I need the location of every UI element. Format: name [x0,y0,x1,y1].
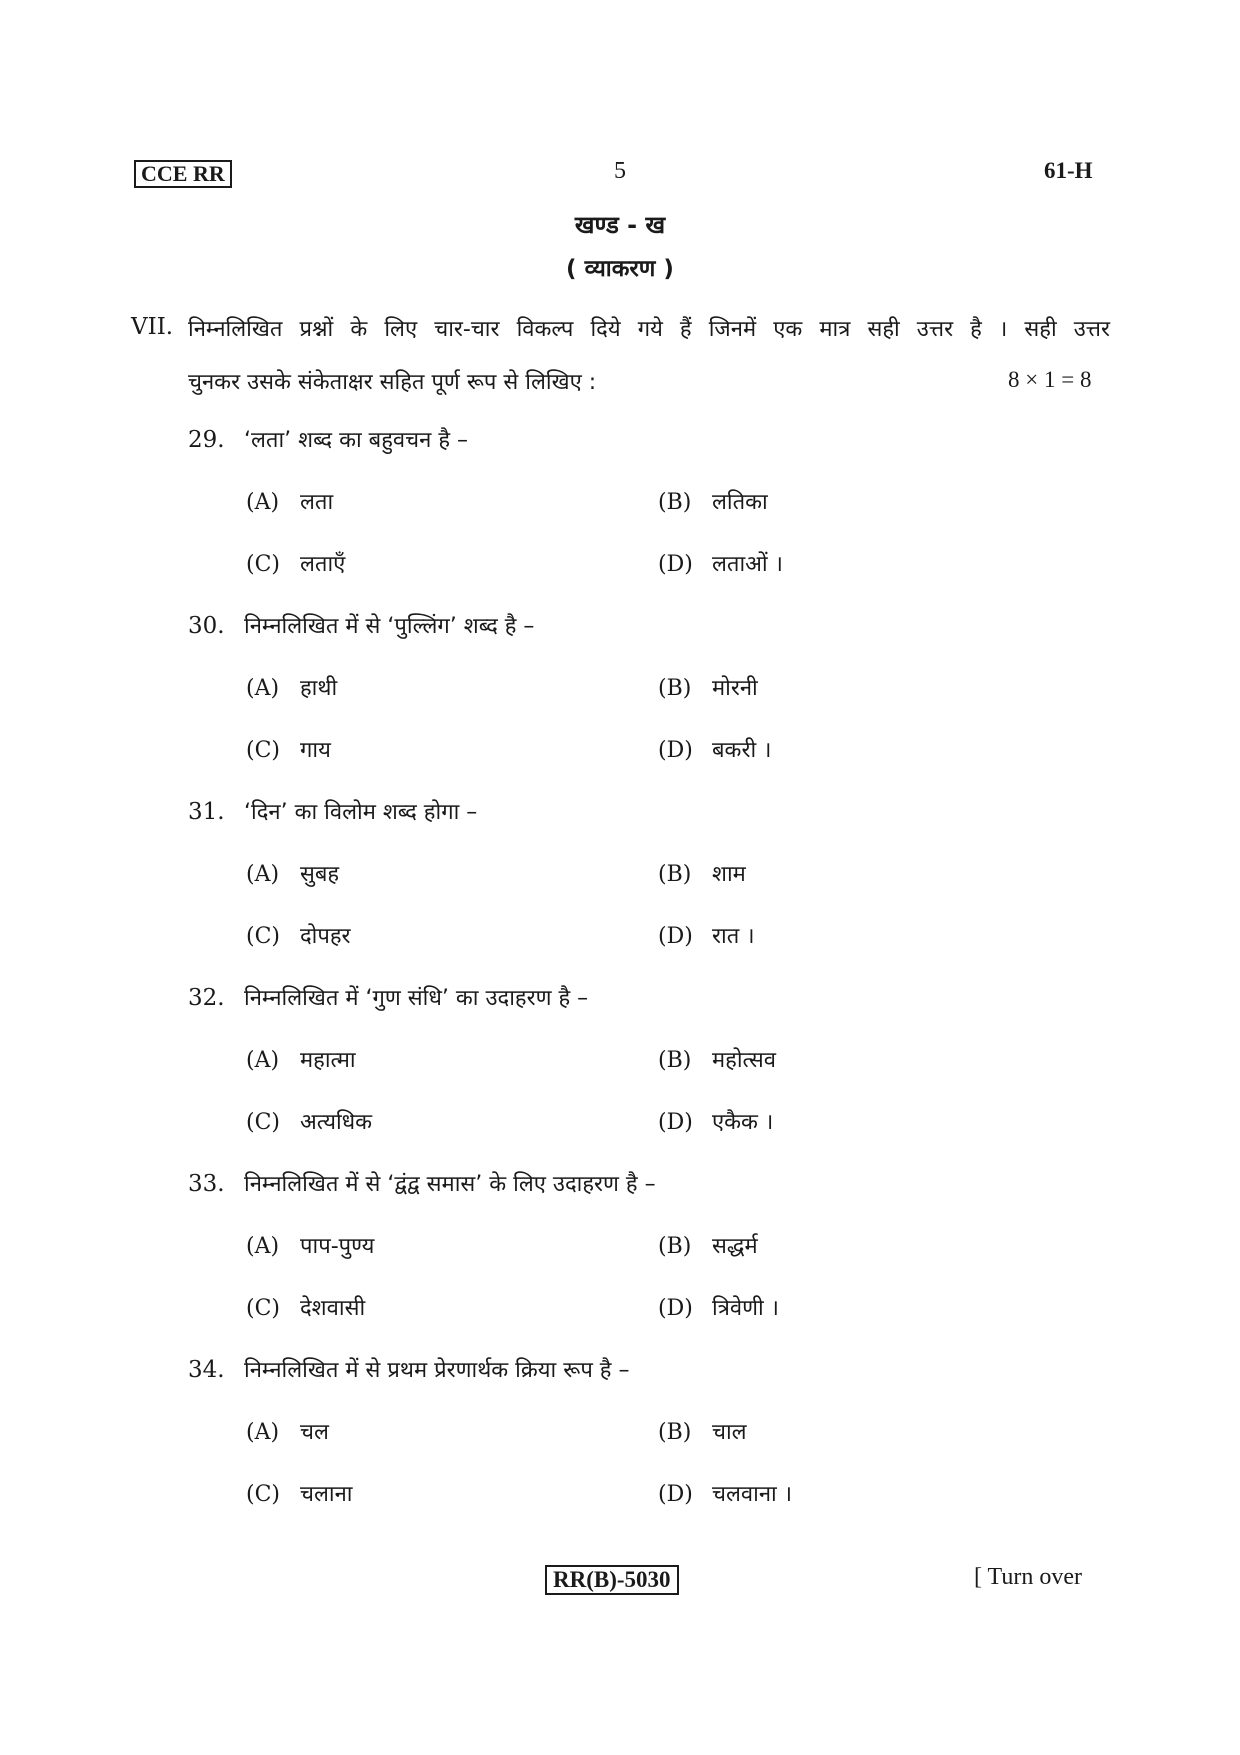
option-letter: (C) [246,738,280,763]
question-text: निम्नलिखित में ‘गुण संधि’ का उदाहरण है – [244,986,589,1011]
option-a [246,486,333,516]
option-text: महात्मा [300,1048,356,1073]
paper-code: 61-H [1044,158,1093,183]
option-text: चलाना [300,1482,353,1507]
option-text: शाम [712,862,746,887]
option-text: चाल [712,1420,747,1445]
option-letter: (D) [658,552,693,577]
question-29 [188,424,1108,614]
option-c [246,1292,365,1322]
question-stem [188,424,468,454]
instruction-text-line1: निम्नलिखित प्रश्नों के लिए चार-चार विकल्प दिये गये हैं जिनमें एक मात्र सही उत्तर है । सही उत्तर [188,317,1110,342]
option-letter: (B) [658,676,692,701]
option-letter: (A) [246,490,280,515]
booklet-code-box: RR(B)-5030 [545,1565,679,1595]
option-letter: (A) [246,1420,280,1445]
page-number: 5 [614,158,626,184]
option-b [658,1230,758,1260]
question-text: निम्नलिखित में से प्रथम प्रेरणार्थक क्रिया रूप है – [244,1358,630,1383]
option-text: एकैक । [712,1110,774,1135]
option-text: लता [300,490,334,515]
option-letter: (C) [246,1296,280,1321]
question-stem [188,1354,629,1384]
question-stem [188,1168,656,1198]
option-letter: (A) [246,1048,280,1073]
option-b [658,1044,776,1074]
option-letter: (D) [658,1110,693,1135]
question-34 [188,1354,1108,1544]
option-letter: (A) [246,676,280,701]
option-letter: (D) [658,1296,693,1321]
question-33 [188,1168,1108,1358]
option-letter: (A) [246,1234,280,1259]
instruction-text-line2: चुनकर उसके संकेताक्षर सहित पूर्ण रूप से लिखिए : [188,370,597,395]
question-number: 29. [188,427,225,453]
question-text: ‘दिन’ का विलोम शब्द होगा – [244,800,478,825]
question-number: 30. [188,613,225,639]
option-c [246,920,351,950]
option-text: चल [300,1420,329,1445]
section-title: खण्ड - ख [574,211,666,239]
option-d [658,1478,792,1508]
question-text: ‘लता’ शब्द का बहुवचन है – [244,428,469,453]
option-letter: (B) [658,1234,692,1259]
option-b [658,672,758,702]
option-letter: (C) [246,1482,280,1507]
option-text: लताएँ [300,552,346,577]
option-b [658,486,768,516]
option-d [658,734,772,764]
option-c [246,1106,372,1136]
option-b [658,858,746,888]
option-text: हाथी [300,676,338,701]
option-d [658,920,755,950]
option-text: लतिका [712,490,768,515]
option-letter: (A) [246,862,280,887]
option-letter: (C) [246,1110,280,1135]
option-letter: (C) [246,552,280,577]
question-text: निम्नलिखित में से ‘द्वंद्व समास’ के लिए उदाहरण है – [244,1172,656,1197]
option-c [246,734,331,764]
option-letter: (B) [658,490,692,515]
option-a [246,1044,356,1074]
question-31 [188,796,1108,986]
option-letter: (D) [658,924,693,949]
option-letter: (B) [658,1420,692,1445]
section-subtitle: ( व्याकरण ) [566,256,674,282]
question-number: 34. [188,1357,225,1383]
option-text: रात । [712,924,755,949]
instruction-number: VII. [131,314,174,340]
option-text: सुबह [300,862,340,887]
question-number: 31. [188,799,225,825]
question-stem [188,610,534,640]
question-32 [188,982,1108,1172]
option-a [246,1230,374,1260]
option-a [246,1416,329,1446]
question-number: 32. [188,985,225,1011]
question-stem [188,796,477,826]
option-text: सद्धर्म [712,1234,758,1259]
option-letter: (B) [658,1048,692,1073]
exam-code-box: CCE RR [134,160,232,188]
question-30 [188,610,1108,800]
option-c [246,1478,353,1508]
option-a [246,858,339,888]
option-d [658,1292,779,1322]
option-c [246,548,345,578]
option-text: लताओं । [712,552,783,577]
marks-allocation: 8 × 1 = 8 [1008,367,1092,392]
option-d [658,1106,773,1136]
option-b [658,1416,747,1446]
option-text: अत्यधिक [300,1110,373,1135]
option-text: बकरी । [712,738,772,763]
turn-over-note: [ Turn over [974,1564,1083,1590]
option-text: मोरनी [712,676,758,701]
option-letter: (B) [658,862,692,887]
page-header [0,0,1240,200]
option-text: दोपहर [300,924,351,949]
option-text: गाय [300,738,331,763]
option-letter: (C) [246,924,280,949]
option-text: त्रिवेणी । [712,1296,780,1321]
question-text: निम्नलिखित में से ‘पुल्लिंग’ शब्द है – [244,614,535,639]
option-d [658,548,783,578]
option-text: पाप-पुण्य [300,1234,375,1259]
option-text: देशवासी [300,1296,366,1321]
option-letter: (D) [658,738,693,763]
option-text: महोत्सव [712,1048,776,1073]
option-text: चलवाना । [712,1482,793,1507]
option-a [246,672,337,702]
question-stem [188,982,588,1012]
option-letter: (D) [658,1482,693,1507]
question-number: 33. [188,1171,225,1197]
